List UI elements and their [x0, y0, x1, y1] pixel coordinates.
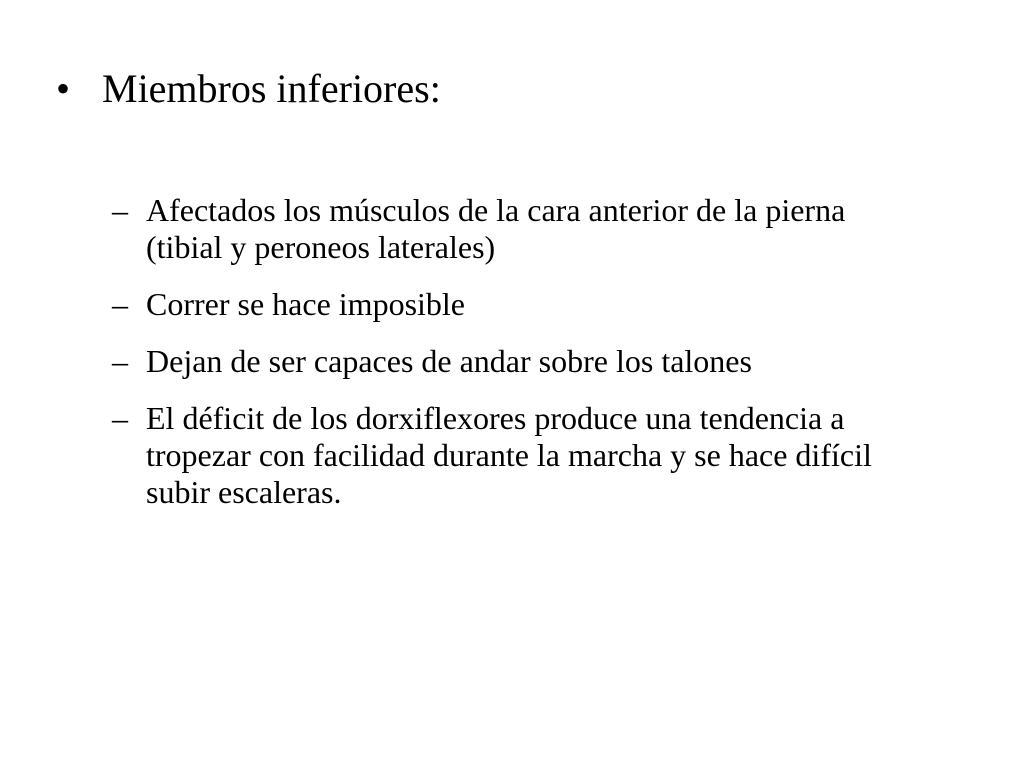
- sub-bullet-text: Afectados los músculos de la cara anterior de la pierna (tibial y peroneos laterales): [146, 192, 846, 265]
- sub-bullet-text: El déficit de los dorxiflexores produce una tendencia a tropezar con facilidad durante la marcha y se hace difícil subir escaleras.: [146, 400, 872, 510]
- sub-bullet-text: Correr se hace imposible: [146, 286, 465, 322]
- bullet-marker: •: [56, 66, 71, 111]
- dash-marker: –: [112, 343, 128, 379]
- sub-bullet-item: [112, 192, 912, 266]
- sub-bullet-item: [112, 286, 912, 323]
- sub-bullet-text: Dejan de ser capaces de andar sobre los talones: [146, 343, 752, 379]
- dash-marker: –: [112, 286, 128, 322]
- sub-bullet-item: [112, 400, 912, 511]
- sub-bullet-list: [112, 192, 912, 531]
- sub-bullet-item: [112, 343, 912, 380]
- main-bullet-text: Miembros inferiores:: [102, 66, 441, 111]
- dash-marker: –: [112, 192, 128, 228]
- dash-marker: –: [112, 400, 128, 436]
